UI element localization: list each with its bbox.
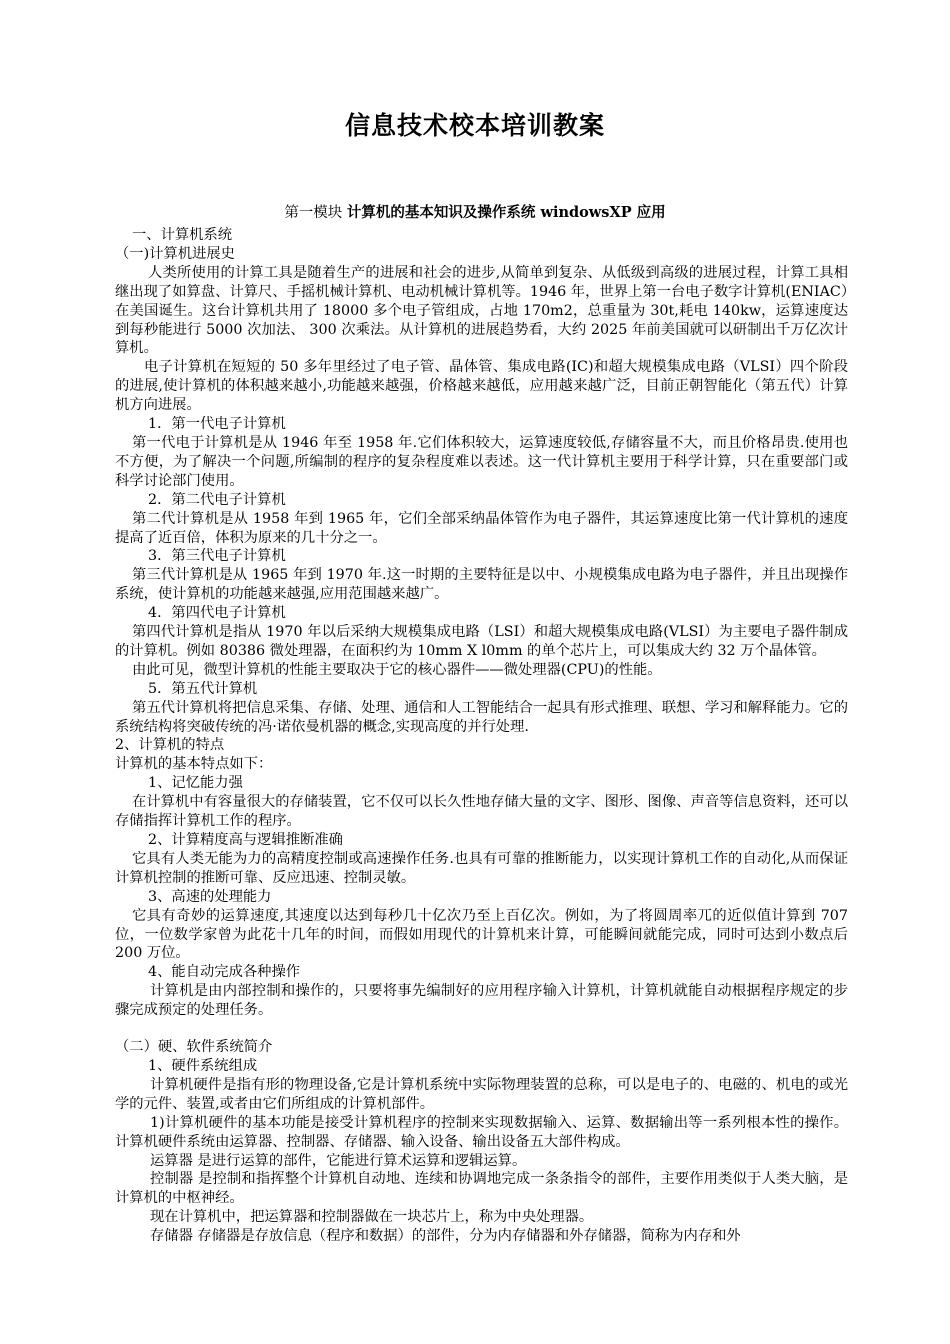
item-heading: 3．第三代电子计算机	[148, 548, 286, 565]
item-heading: 1、记忆能力强	[148, 775, 243, 792]
paragraph: 运算器 是进行运算的部件，它能进行算术运算和逻辑运算。	[150, 1152, 527, 1169]
item-heading: 5．第五代计算机	[148, 680, 258, 697]
document-title: 信息技术校本培训教案	[344, 111, 605, 140]
spacer	[115, 1020, 848, 1038]
paragraph: 电子计算机在短短的 50 多年里经过了电子管、晶体管、集成电路(IC)和超大规模集成电路（VLSI）四个阶段的进展,使计算机的体积越来越小,功能越来越强，价格越来越低，应用越来越广泛，目前正朝智能化（第五代）计算机方向进展。	[115, 359, 848, 414]
paragraph: 计算机是由内部控制和操作的，只要将事先编制好的应用程序输入计算机，计算机就能自动根据程序规定的步骤完成预定的处理任务。	[115, 983, 848, 1019]
paragraph: 第四代计算机是指从 1970 年以后采纳大规模集成电路（LSI）和超大规模集成电路(VLSI）为主要电子器件制成的计算机。例如 80386 微处理器，在面积约为 10mm X l0mm 的单个芯片上，可以集成大约 32 万个晶体管。	[115, 624, 848, 659]
module-heading	[0, 201, 950, 222]
item-heading: 2、计算精度高与逻辑推断准确	[148, 832, 343, 848]
item-heading: 2．第二代电子计算机	[148, 491, 286, 508]
paragraph: 第一代电于计算机是从 1946 年至 1958 年.它们体积较大，运算速度较低,存储容量不大，而且价格昂贵.使用也不方便，为了解决一个问题,所编制的程序的复杂程度难以表述。这一代计算机主要用于科学计算，只在重要部门或科学讨论部门使用。	[115, 434, 848, 489]
section-heading: 一、计算机系统	[132, 227, 233, 243]
document-body	[115, 226, 848, 1246]
item-heading: 4、能自动完成各种操作	[148, 964, 301, 981]
subsection-heading: （二）硬、软件系统简介	[115, 1039, 273, 1056]
paragraph: 由此可见，微型计算机的性能主要取决于它的核心器件——微处理器(CPU)的性能。	[132, 661, 662, 678]
paragraph: 存储器 存储器是存放信息（程序和数据）的部件，分为内存储器和外存储器，简称为内存和外	[150, 1228, 741, 1245]
item-heading: 3、高速的处理能力	[148, 888, 272, 905]
section-heading: 2、计算机的特点	[115, 737, 225, 754]
paragraph: 控制器 是控制和指挥整个计算机自动地、连续和协调地完成一条条指令的部件，主要作用类似于人类大脑，是计算机的中枢神经。	[115, 1171, 848, 1207]
paragraph: 第二代计算机是从 1958 年到 1965 年，它们全部采纳晶体管作为电子器件，其运算速度比第一代计算机的速度提高了近百倍，体积为原来的几十分之一。	[115, 510, 848, 546]
item-heading: 1．第一代电子计算机	[148, 416, 286, 433]
item-heading: 1、硬件系统组成	[148, 1057, 258, 1074]
module-number: 第一模块	[284, 205, 347, 221]
paragraph: 第五代计算机将把信息采集、存储、处理、通信和人工智能结合一起具有形式推理、联想、学习和解释能力。它的系统结构将突破传统的冯·诺依曼机器的概念,实现高度的并行处理.	[115, 699, 848, 735]
paragraph: 在计算机中有容量很大的存储装置，它不仅可以长久性地存储大量的文字、图形、图像、声音等信息资料，还可以存储指挥计算机工作的程序。	[115, 794, 848, 830]
paragraph: 它具有人类无能为力的高精度控制或高速操作任务.也具有可靠的推断能力，以实现计算机工作的自动化,从而保证计算机控制的推断可靠、反应迅速、控制灵敏。	[115, 850, 848, 886]
subsection-heading: （一)计算机进展史	[115, 245, 235, 262]
paragraph: 人类所使用的计算工具是随着生产的进展和社会的进步,从简单到复杂、从低级到高级的进展过程，计算工具相继出现了如算盘、计算尺、手摇机械计算机、电动机械计算机等。1946 年，世界上第一台电子数字计算机(ENIAC）在美国诞生。这台计算机共用了 18000 多个电子管组成，占地 170m2，总重量为 30t,耗电 140kw，运算速度达到每秒能进行 5000 次加法、 300 次乘法。从计算机的进展趋势看，大约 2025 年前美国就可以研制出千万亿次计算机。	[115, 264, 848, 357]
item-heading: 4．第四代电子计算机	[148, 605, 286, 622]
module-title: 计算机的基本知识及操作系统 windowsXP 应用	[346, 204, 666, 221]
paragraph: 它具有奇妙的运算速度,其速度以达到每秒几十亿次乃至上百亿次。例如，为了将圆周率兀的近似值计算到 707 位，一位数学家曾为此花十几年的时间，而假如用现代的计算机来计算，可能瞬间就能完成，同时可达到小数点后 200 万位。	[115, 907, 848, 962]
paragraph: 计算机硬件是指有形的物理设备,它是计算机系统中实际物理装置的总称，可以是电子的、电磁的、机电的或光学的元件、装置,或者由它们所组成的计算机部件。	[115, 1076, 848, 1112]
paragraph: 第三代计算机是从 1965 年到 1970 年.这一时期的主要特征是以中、小规模集成电路为电子器件，并且出现操作系统，使计算机的功能越来越强,应用范围越来越广。	[115, 567, 848, 603]
paragraph: 计算机的基本特点如下：	[115, 756, 273, 773]
paragraph: 现在计算机中，把运算器和控制器做在一块芯片上，称为中央处理器。	[150, 1209, 594, 1226]
paragraph: 1)计算机硬件的基本功能是接受计算机程序的控制来实现数据输入、运算、数据输出等一系列根本性的操作。计算机硬件系统由运算器、控制器、存储器、输入设备、输出设备五大部件构成。	[115, 1114, 848, 1150]
